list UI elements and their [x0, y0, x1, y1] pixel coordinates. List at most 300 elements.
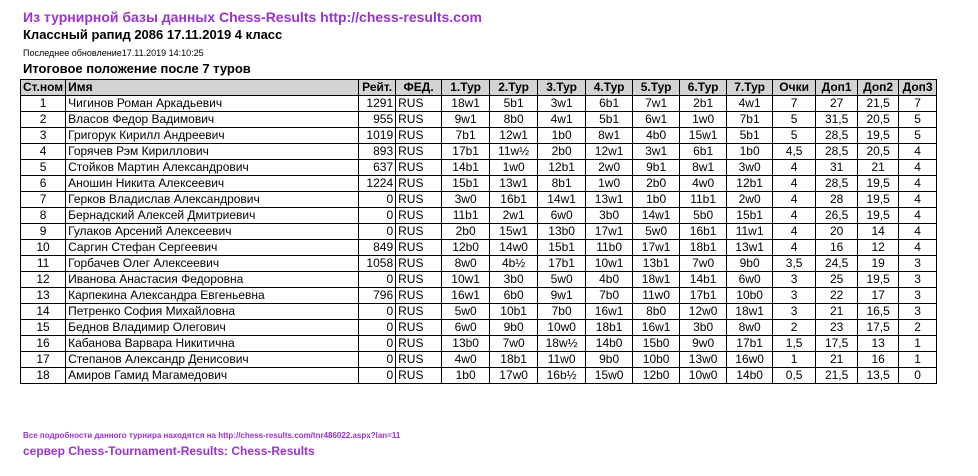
cell-tiebreak-1: 28,5	[816, 176, 858, 192]
cell-start-number: 18	[21, 368, 66, 384]
cell-name: Власов Федор Вадимович	[66, 112, 359, 128]
cell-round-5: 10b0	[633, 352, 680, 368]
table-row	[21, 144, 937, 160]
cell-tiebreak-3: 3	[899, 272, 937, 288]
table-row	[21, 288, 937, 304]
cell-round-4: 2w0	[586, 160, 633, 176]
cell-round-5: 9b1	[633, 160, 680, 176]
cell-round-2: 17w0	[490, 368, 538, 384]
cell-round-1: 12b0	[442, 240, 490, 256]
cell-round-2: 11w½	[490, 144, 538, 160]
cell-tiebreak-1: 27	[816, 96, 858, 112]
cell-round-5: 16w1	[633, 320, 680, 336]
cell-round-1: 3w0	[442, 192, 490, 208]
cell-tiebreak-1: 28,5	[816, 128, 858, 144]
cell-rating: 637	[359, 160, 396, 176]
cell-start-number: 13	[21, 288, 66, 304]
cell-tiebreak-2: 19,5	[858, 272, 899, 288]
table-row	[21, 128, 937, 144]
cell-round-4: 9b0	[586, 352, 633, 368]
header-col-tiebreak-1: Доп1	[816, 80, 858, 96]
cell-round-2: 16b1	[490, 192, 538, 208]
cell-rating: 0	[359, 208, 396, 224]
cell-tiebreak-1: 28	[816, 192, 858, 208]
cell-round-2: 18b1	[490, 352, 538, 368]
cell-round-4: 18b1	[586, 320, 633, 336]
cell-tiebreak-3: 4	[899, 240, 937, 256]
cell-round-6: 11b1	[680, 192, 727, 208]
cell-points: 1,5	[773, 336, 816, 352]
cell-points: 4	[773, 192, 816, 208]
cell-round-3: 11w0	[538, 352, 586, 368]
table-row	[21, 96, 937, 112]
header-col-tiebreak-2: Доп2	[858, 80, 899, 96]
cell-round-3: 14w1	[538, 192, 586, 208]
cell-tiebreak-2: 19,5	[858, 128, 899, 144]
cell-round-2: 3b0	[490, 272, 538, 288]
table-row	[21, 352, 937, 368]
cell-tiebreak-2: 20,5	[858, 144, 899, 160]
cell-round-6: 9w0	[680, 336, 727, 352]
cell-name: Степанов Александр Денисович	[66, 352, 359, 368]
cell-name: Карпекина Александра Евгеньевна	[66, 288, 359, 304]
cell-round-7: 11w1	[727, 224, 773, 240]
cell-tiebreak-1: 31,5	[816, 112, 858, 128]
cell-round-7: 1b0	[727, 144, 773, 160]
header-col-round-7: 7.Тур	[727, 80, 773, 96]
tournament-title: Классный рапид 2086 17.11.2019 4 класс	[23, 27, 283, 42]
tournament-details-link[interactable]: Все подробности данного турнира находятся на http://chess-results.com/tnr486022.aspx?lan=11	[23, 431, 401, 440]
cell-round-6: 15w1	[680, 128, 727, 144]
table-row	[21, 192, 937, 208]
cell-round-7: 16w0	[727, 352, 773, 368]
cell-round-2: 1w0	[490, 160, 538, 176]
cell-round-7: 17b1	[727, 336, 773, 352]
cell-round-4: 15w0	[586, 368, 633, 384]
cell-round-4: 1w0	[586, 176, 633, 192]
cell-round-6: 3b0	[680, 320, 727, 336]
cell-round-5: 18w1	[633, 272, 680, 288]
cell-points: 3,5	[773, 256, 816, 272]
cell-round-1: 15b1	[442, 176, 490, 192]
cell-tiebreak-1: 21	[816, 352, 858, 368]
cell-round-6: 18b1	[680, 240, 727, 256]
cell-round-3: 4w1	[538, 112, 586, 128]
cell-tiebreak-3: 3	[899, 304, 937, 320]
cell-round-5: 15b0	[633, 336, 680, 352]
cell-points: 5	[773, 128, 816, 144]
server-link[interactable]: сервер Chess-Tournament-Results: Chess-Results	[23, 444, 315, 458]
cell-tiebreak-1: 22	[816, 288, 858, 304]
cell-points: 4	[773, 160, 816, 176]
cell-tiebreak-1: 25	[816, 272, 858, 288]
cell-federation: RUS	[396, 96, 442, 112]
cell-tiebreak-3: 4	[899, 144, 937, 160]
cell-start-number: 15	[21, 320, 66, 336]
cell-round-3: 1b0	[538, 128, 586, 144]
cell-round-5: 6w1	[633, 112, 680, 128]
header-col-round-4: 4.Тур	[586, 80, 633, 96]
header-col-federation: ФЕД.	[396, 80, 442, 96]
cell-tiebreak-3: 0	[899, 368, 937, 384]
cell-round-3: 9w1	[538, 288, 586, 304]
cell-round-7: 18w1	[727, 304, 773, 320]
standings-table	[20, 79, 937, 384]
cell-round-6: 5b0	[680, 208, 727, 224]
cell-start-number: 5	[21, 160, 66, 176]
cell-round-1: 5w0	[442, 304, 490, 320]
cell-tiebreak-2: 16,5	[858, 304, 899, 320]
cell-round-4: 16w1	[586, 304, 633, 320]
cell-round-4: 6b1	[586, 96, 633, 112]
cell-federation: RUS	[396, 368, 442, 384]
table-row	[21, 224, 937, 240]
cell-round-4: 8w1	[586, 128, 633, 144]
cell-name: Беднов Владимир Олегович	[66, 320, 359, 336]
cell-round-1: 7b1	[442, 128, 490, 144]
cell-start-number: 7	[21, 192, 66, 208]
cell-round-5: 12b0	[633, 368, 680, 384]
cell-round-3: 15b1	[538, 240, 586, 256]
cell-tiebreak-1: 26,5	[816, 208, 858, 224]
cell-rating: 1058	[359, 256, 396, 272]
cell-name: Герков Владислав Александрович	[66, 192, 359, 208]
cell-round-2: 5b1	[490, 96, 538, 112]
cell-start-number: 8	[21, 208, 66, 224]
cell-tiebreak-2: 13	[858, 336, 899, 352]
header-col-round-5: 5.Тур	[633, 80, 680, 96]
cell-round-6: 17b1	[680, 288, 727, 304]
cell-name: Гулаков Арсений Алексеевич	[66, 224, 359, 240]
header-col-rating: Рейт.	[359, 80, 396, 96]
cell-round-7: 14b0	[727, 368, 773, 384]
cell-tiebreak-2: 21,5	[858, 96, 899, 112]
cell-points: 4	[773, 176, 816, 192]
cell-tiebreak-1: 24,5	[816, 256, 858, 272]
cell-tiebreak-1: 17,5	[816, 336, 858, 352]
cell-round-7: 8w0	[727, 320, 773, 336]
cell-federation: RUS	[396, 272, 442, 288]
cell-name: Горбачев Олег Алексеевич	[66, 256, 359, 272]
cell-federation: RUS	[396, 128, 442, 144]
cell-round-7: 5b1	[727, 128, 773, 144]
cell-round-4: 5b1	[586, 112, 633, 128]
cell-rating: 1019	[359, 128, 396, 144]
cell-start-number: 12	[21, 272, 66, 288]
cell-rating: 0	[359, 368, 396, 384]
table-row	[21, 176, 937, 192]
source-link[interactable]: Из турнирной базы данных Chess-Results http://chess-results.com	[23, 9, 482, 25]
cell-round-7: 2w0	[727, 192, 773, 208]
cell-round-6: 16b1	[680, 224, 727, 240]
cell-round-3: 17b1	[538, 256, 586, 272]
cell-tiebreak-2: 12	[858, 240, 899, 256]
cell-tiebreak-2: 17	[858, 288, 899, 304]
cell-round-7: 9b0	[727, 256, 773, 272]
cell-round-4: 14b0	[586, 336, 633, 352]
cell-tiebreak-2: 20,5	[858, 112, 899, 128]
cell-round-6: 10w0	[680, 368, 727, 384]
cell-round-5: 11w0	[633, 288, 680, 304]
cell-name: Амиров Гамид Магамедович	[66, 368, 359, 384]
cell-round-1: 16w1	[442, 288, 490, 304]
cell-tiebreak-2: 14	[858, 224, 899, 240]
cell-start-number: 16	[21, 336, 66, 352]
cell-federation: RUS	[396, 208, 442, 224]
cell-round-4: 3b0	[586, 208, 633, 224]
cell-start-number: 17	[21, 352, 66, 368]
cell-round-3: 8b1	[538, 176, 586, 192]
cell-federation: RUS	[396, 240, 442, 256]
cell-tiebreak-3: 4	[899, 176, 937, 192]
cell-rating: 0	[359, 320, 396, 336]
cell-round-2: 6b0	[490, 288, 538, 304]
cell-tiebreak-3: 4	[899, 192, 937, 208]
cell-federation: RUS	[396, 192, 442, 208]
cell-tiebreak-2: 17,5	[858, 320, 899, 336]
cell-rating: 893	[359, 144, 396, 160]
cell-federation: RUS	[396, 336, 442, 352]
cell-round-7: 12b1	[727, 176, 773, 192]
cell-round-1: 2b0	[442, 224, 490, 240]
cell-federation: RUS	[396, 160, 442, 176]
cell-tiebreak-3: 1	[899, 352, 937, 368]
cell-round-3: 10w0	[538, 320, 586, 336]
table-row	[21, 320, 937, 336]
cell-points: 4	[773, 240, 816, 256]
cell-federation: RUS	[396, 256, 442, 272]
table-body	[21, 96, 937, 384]
cell-tiebreak-3: 4	[899, 160, 937, 176]
cell-round-7: 7b1	[727, 112, 773, 128]
cell-rating: 849	[359, 240, 396, 256]
cell-round-1: 1b0	[442, 368, 490, 384]
cell-round-2: 7w0	[490, 336, 538, 352]
cell-tiebreak-2: 16	[858, 352, 899, 368]
cell-start-number: 4	[21, 144, 66, 160]
table-header-row	[21, 80, 937, 96]
cell-round-1: 10w1	[442, 272, 490, 288]
cell-round-2: 2w1	[490, 208, 538, 224]
cell-tiebreak-1: 28,5	[816, 144, 858, 160]
cell-round-5: 2b0	[633, 176, 680, 192]
header-col-round-2: 2.Тур	[490, 80, 538, 96]
cell-name: Аношин Никита Алексеевич	[66, 176, 359, 192]
table-row	[21, 336, 937, 352]
cell-round-4: 12w1	[586, 144, 633, 160]
cell-start-number: 9	[21, 224, 66, 240]
cell-rating: 0	[359, 352, 396, 368]
cell-round-6: 8w1	[680, 160, 727, 176]
cell-round-3: 5w0	[538, 272, 586, 288]
cell-tiebreak-3: 3	[899, 256, 937, 272]
table-row	[21, 112, 937, 128]
cell-rating: 1224	[359, 176, 396, 192]
cell-points: 7	[773, 96, 816, 112]
cell-points: 0,5	[773, 368, 816, 384]
header-col-start-number: Ст.ном	[21, 80, 66, 96]
cell-name: Петренко София Михайловна	[66, 304, 359, 320]
cell-name: Саргин Стефан Сергеевич	[66, 240, 359, 256]
cell-tiebreak-3: 5	[899, 112, 937, 128]
cell-tiebreak-3: 4	[899, 208, 937, 224]
cell-points: 4	[773, 208, 816, 224]
cell-federation: RUS	[396, 304, 442, 320]
cell-round-4: 7b0	[586, 288, 633, 304]
cell-federation: RUS	[396, 352, 442, 368]
cell-round-2: 15w1	[490, 224, 538, 240]
cell-round-7: 13w1	[727, 240, 773, 256]
cell-tiebreak-2: 19	[858, 256, 899, 272]
cell-tiebreak-3: 2	[899, 320, 937, 336]
cell-round-1: 8w0	[442, 256, 490, 272]
cell-rating: 0	[359, 336, 396, 352]
table-row	[21, 160, 937, 176]
cell-round-2: 8b0	[490, 112, 538, 128]
cell-tiebreak-1: 21	[816, 304, 858, 320]
cell-federation: RUS	[396, 320, 442, 336]
cell-tiebreak-2: 13,5	[858, 368, 899, 384]
cell-round-3: 2b0	[538, 144, 586, 160]
header-col-round-3: 3.Тур	[538, 80, 586, 96]
cell-round-2: 4b½	[490, 256, 538, 272]
cell-round-3: 7b0	[538, 304, 586, 320]
cell-tiebreak-3: 4	[899, 224, 937, 240]
cell-name: Бернадский Алексей Дмитриевич	[66, 208, 359, 224]
cell-round-6: 6b1	[680, 144, 727, 160]
cell-round-5: 17w1	[633, 240, 680, 256]
table-row	[21, 272, 937, 288]
cell-round-3: 13b0	[538, 224, 586, 240]
cell-federation: RUS	[396, 224, 442, 240]
cell-tiebreak-1: 16	[816, 240, 858, 256]
cell-round-7: 4w1	[727, 96, 773, 112]
cell-round-1: 13b0	[442, 336, 490, 352]
header-col-tiebreak-3: Доп3	[899, 80, 937, 96]
cell-round-1: 6w0	[442, 320, 490, 336]
cell-round-1: 17b1	[442, 144, 490, 160]
cell-round-3: 18w½	[538, 336, 586, 352]
cell-round-6: 14b1	[680, 272, 727, 288]
cell-rating: 1291	[359, 96, 396, 112]
header-col-round-1: 1.Тур	[442, 80, 490, 96]
cell-tiebreak-2: 19,5	[858, 208, 899, 224]
cell-name: Кабанова Варвара Никитична	[66, 336, 359, 352]
cell-tiebreak-3: 1	[899, 336, 937, 352]
cell-federation: RUS	[396, 288, 442, 304]
cell-round-5: 5w0	[633, 224, 680, 240]
cell-round-2: 13w1	[490, 176, 538, 192]
cell-start-number: 2	[21, 112, 66, 128]
cell-start-number: 3	[21, 128, 66, 144]
cell-tiebreak-2: 19,5	[858, 192, 899, 208]
cell-tiebreak-1: 23	[816, 320, 858, 336]
cell-round-6: 13w0	[680, 352, 727, 368]
cell-points: 5	[773, 112, 816, 128]
cell-round-3: 16b½	[538, 368, 586, 384]
cell-round-5: 3w1	[633, 144, 680, 160]
cell-round-3: 6w0	[538, 208, 586, 224]
cell-round-7: 15b1	[727, 208, 773, 224]
cell-tiebreak-1: 20	[816, 224, 858, 240]
last-update: Последнее обновление17.11.2019 14:10:25	[23, 48, 204, 58]
cell-round-6: 2b1	[680, 96, 727, 112]
standings-title: Итоговое положение после 7 туров	[23, 61, 251, 76]
header-col-points: Очки	[773, 80, 816, 96]
cell-round-6: 1w0	[680, 112, 727, 128]
cell-round-3: 12b1	[538, 160, 586, 176]
cell-rating: 796	[359, 288, 396, 304]
cell-round-7: 6w0	[727, 272, 773, 288]
cell-start-number: 1	[21, 96, 66, 112]
cell-tiebreak-3: 5	[899, 128, 937, 144]
cell-federation: RUS	[396, 144, 442, 160]
cell-round-5: 13b1	[633, 256, 680, 272]
table-row	[21, 208, 937, 224]
cell-round-1: 14b1	[442, 160, 490, 176]
cell-points: 3	[773, 288, 816, 304]
cell-start-number: 10	[21, 240, 66, 256]
cell-points: 3	[773, 304, 816, 320]
cell-round-7: 3w0	[727, 160, 773, 176]
cell-tiebreak-3: 7	[899, 96, 937, 112]
cell-round-2: 10b1	[490, 304, 538, 320]
cell-name: Григорук Кирилл Андреевич	[66, 128, 359, 144]
cell-start-number: 6	[21, 176, 66, 192]
cell-round-5: 1b0	[633, 192, 680, 208]
cell-rating: 0	[359, 224, 396, 240]
cell-round-1: 11b1	[442, 208, 490, 224]
table-row	[21, 240, 937, 256]
cell-tiebreak-1: 31	[816, 160, 858, 176]
cell-round-5: 8b0	[633, 304, 680, 320]
cell-rating: 0	[359, 192, 396, 208]
table-row	[21, 256, 937, 272]
cell-points: 4	[773, 224, 816, 240]
cell-start-number: 14	[21, 304, 66, 320]
cell-points: 3	[773, 272, 816, 288]
table-row	[21, 304, 937, 320]
cell-round-3: 3w1	[538, 96, 586, 112]
cell-points: 1	[773, 352, 816, 368]
cell-round-7: 10b0	[727, 288, 773, 304]
cell-tiebreak-2: 19,5	[858, 176, 899, 192]
cell-round-5: 7w1	[633, 96, 680, 112]
cell-name: Иванова Анастасия Федоровна	[66, 272, 359, 288]
cell-rating: 0	[359, 272, 396, 288]
cell-round-2: 14w0	[490, 240, 538, 256]
cell-round-2: 12w1	[490, 128, 538, 144]
header-col-round-6: 6.Тур	[680, 80, 727, 96]
cell-points: 2	[773, 320, 816, 336]
cell-round-1: 9w1	[442, 112, 490, 128]
cell-name: Стойков Мартин Александрович	[66, 160, 359, 176]
cell-federation: RUS	[396, 112, 442, 128]
cell-round-4: 10w1	[586, 256, 633, 272]
cell-tiebreak-1: 21,5	[816, 368, 858, 384]
cell-points: 4,5	[773, 144, 816, 160]
cell-round-2: 9b0	[490, 320, 538, 336]
header-col-name: Имя	[66, 80, 359, 96]
cell-tiebreak-3: 3	[899, 288, 937, 304]
cell-round-6: 7w0	[680, 256, 727, 272]
cell-start-number: 11	[21, 256, 66, 272]
cell-round-1: 18w1	[442, 96, 490, 112]
cell-rating: 955	[359, 112, 396, 128]
cell-round-4: 13w1	[586, 192, 633, 208]
cell-round-5: 14w1	[633, 208, 680, 224]
cell-round-6: 4w0	[680, 176, 727, 192]
